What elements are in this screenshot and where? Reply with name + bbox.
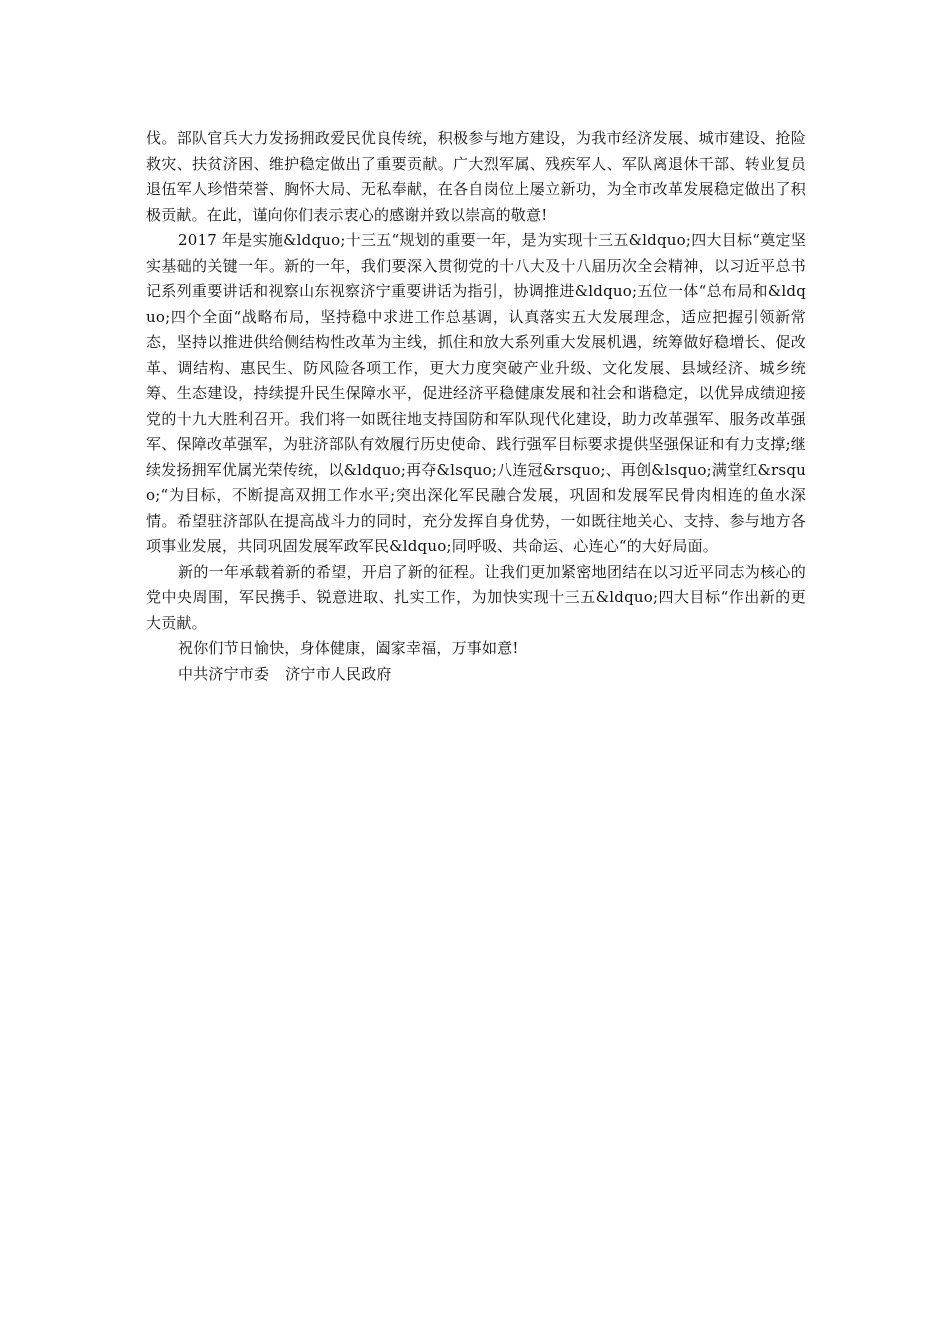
paragraph-new-year: 新的一年承载着新的希望，开启了新的征程。让我们更加紧密地团结在以习近平同志为核心的党中央周围，军民携手、锐意进取、扎实工作，为加快实现十三五&ldquo;四大目标“作出新的更大贡献。 [146,562,806,632]
signature-org-party-committee: 中共济宁市委 [178,664,270,683]
document-body [146,126,806,687]
signature-line [146,662,806,688]
signature-org-government: 济宁市人民政府 [285,664,392,683]
paragraph-continued: 伐。部队官兵大力发扬拥政爱民优良传统，积极参与地方建设，为我市经济发展、城市建设、抢险救灾、扶贫济困、维护稳定做出了重要贡献。广大烈军属、残疾军人、军队离退休干部、转业复员退伍军人珍惜荣誉、胸怀大局、无私奉献，在各自岗位上屡立新功，为全市改革发展稳定做出了积极贡献。在此，谨向你们表示衷心的感谢并致以崇高的敬意! [146,129,806,224]
paragraph-greeting: 祝你们节日愉快，身体健康，阖家幸福，万事如意! [178,639,519,657]
paragraph-2017-goals: 2017 年是实施&ldquo;十三五“规划的重要一年，是为实现十三五&ldquo;四大目标“奠定坚实基础的关键一年。新的一年，我们要深入贯彻党的十八大及十八届历次全会精神，以习近平总书记系列重要讲话和视察山东视察济宁重要讲话为指引，协调推进&ldquo;五位一体“总布局和&ldquo;四个全面“战略布局，坚持稳中求进工作总基调，认真落实五大发展理念，适应把握引领新常态，坚持以推进供给侧结构性改革为主线，抓住和放大系列重大发展机遇，统筹做好稳增长、促改革、调结构、惠民生、防风险各项工作，更大力度突破产业升级、文化发展、县域经济、城乡统筹、生态建设，持续提升民生保障水平，促进经济平稳健康发展和社会和谐稳定，以优异成绩迎接党的十九大胜利召开。我们将一如既往地支持国防和军队现代化建设，助力改革强军、服务改革强军、保障改革强军，为驻济部队有效履行历史使命、践行强军目标要求提供坚强保证和有力支撑;继续发扬拥军优属光荣传统，以&ldquo;再夺&lsquo;八连冠&rsquo;、再创&lsquo;满堂红&rsquo;“为目标，不断提高双拥工作水平;突出深化军民融合发展，巩固和发展军民骨肉相连的鱼水深情。希望驻济部队在提高战斗力的同时，充分发挥自身优势，一如既往地关心、支持、参与地方各项事业发展，共同巩固发展军政军民&ldquo;同呼吸、共命运、心连心“的大好局面。 [146,231,806,555]
